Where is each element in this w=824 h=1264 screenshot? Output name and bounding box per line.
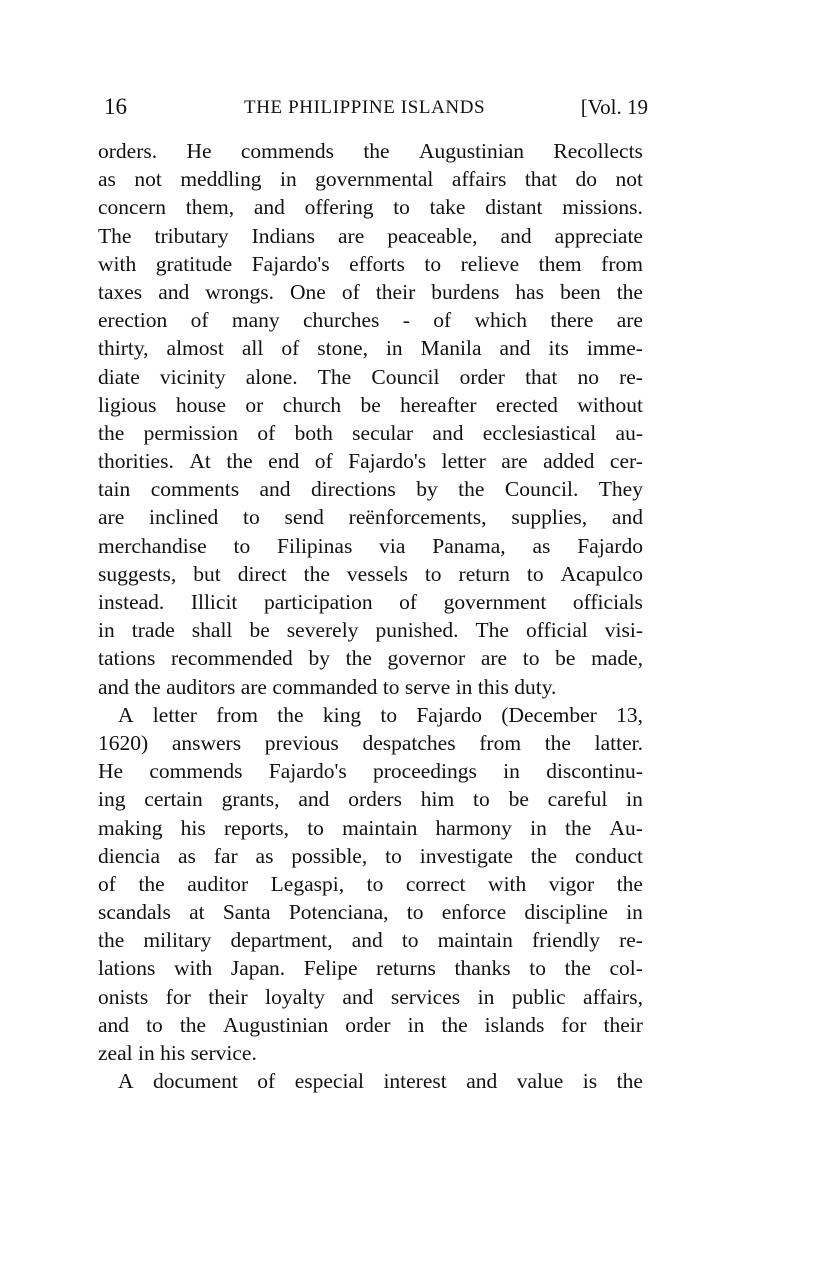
text-line: The tributary Indians are peaceable, and appreciate xyxy=(98,223,643,248)
text-line: diencia as far as possible, to investigate the conduct xyxy=(98,843,643,868)
text-line: taxes and wrongs. One of their burdens has been the xyxy=(98,279,643,304)
text-line: A document of especial interest and value is the xyxy=(118,1069,643,1094)
text-line: onists for their loyalty and services in public affairs, xyxy=(98,984,643,1009)
text-line: diate vicinity alone. The Council order that no re- xyxy=(98,364,643,389)
text-line: A letter from the king to Fajardo (December 13, xyxy=(118,702,643,727)
text-line: in trade shall be severely punished. The official visi- xyxy=(98,618,643,643)
text-line: ing certain grants, and orders him to be careful in xyxy=(98,787,643,812)
text-line: tations recommended by the governor are to be made, xyxy=(98,646,643,671)
text-line: merchandise to Filipinas via Panama, as Fajardo xyxy=(98,533,643,558)
text-line: with gratitude Fajardo's efforts to relieve them from xyxy=(98,251,643,276)
text-line: are inclined to send reënforcements, supplies, and xyxy=(98,505,643,530)
text-line: making his reports, to maintain harmony in the Au- xyxy=(98,815,643,840)
text-line: instead. Illicit participation of government officials xyxy=(98,590,643,614)
text-line: 1620) answers previous despatches from the latter. xyxy=(98,730,643,755)
text-line: thirty, almost all of stone, in Manila and its imme- xyxy=(98,336,643,361)
text-line: as not meddling in governmental affairs that do not xyxy=(98,167,643,192)
text-line: scandals at Santa Potenciana, to enforce discipline in xyxy=(98,900,643,925)
running-head xyxy=(98,90,648,124)
text-line: lations with Japan. Felipe returns thanks to the col- xyxy=(98,956,643,981)
running-title: THE PHILIPPINE ISLANDS xyxy=(244,97,486,118)
text-line: orders. He commends the Augustinian Recollects xyxy=(98,139,643,163)
text-line: zeal in his service. xyxy=(98,1041,257,1065)
text-line: He commends Fajardo's proceedings in discontinu- xyxy=(98,759,643,784)
text-line: tain comments and directions by the Council. They xyxy=(98,477,643,502)
text-line: the military department, and to maintain friendly re- xyxy=(98,928,643,953)
text-line: and the auditors are commanded to serve in this duty. xyxy=(98,674,557,699)
volume-label: [Vol. 19 xyxy=(580,95,648,119)
text-line: suggests, but direct the vessels to return to Acapulco xyxy=(98,561,643,586)
text-line: of the auditor Legaspi, to correct with vigor the xyxy=(98,871,643,896)
text-line: erection of many churches - of which there are xyxy=(98,308,643,333)
text-line: concern them, and offering to take distant missions. xyxy=(98,195,643,220)
page-number: 16 xyxy=(104,94,127,119)
text-line: ligious house or church be hereafter erected without xyxy=(98,392,643,417)
body-text xyxy=(98,137,643,1095)
text-line: thorities. At the end of Fajardo's letter are added cer- xyxy=(98,449,643,474)
text-line: and to the Augustinian order in the islands for their xyxy=(98,1012,643,1037)
text-line: the permission of both secular and ecclesiastical au- xyxy=(98,420,643,445)
